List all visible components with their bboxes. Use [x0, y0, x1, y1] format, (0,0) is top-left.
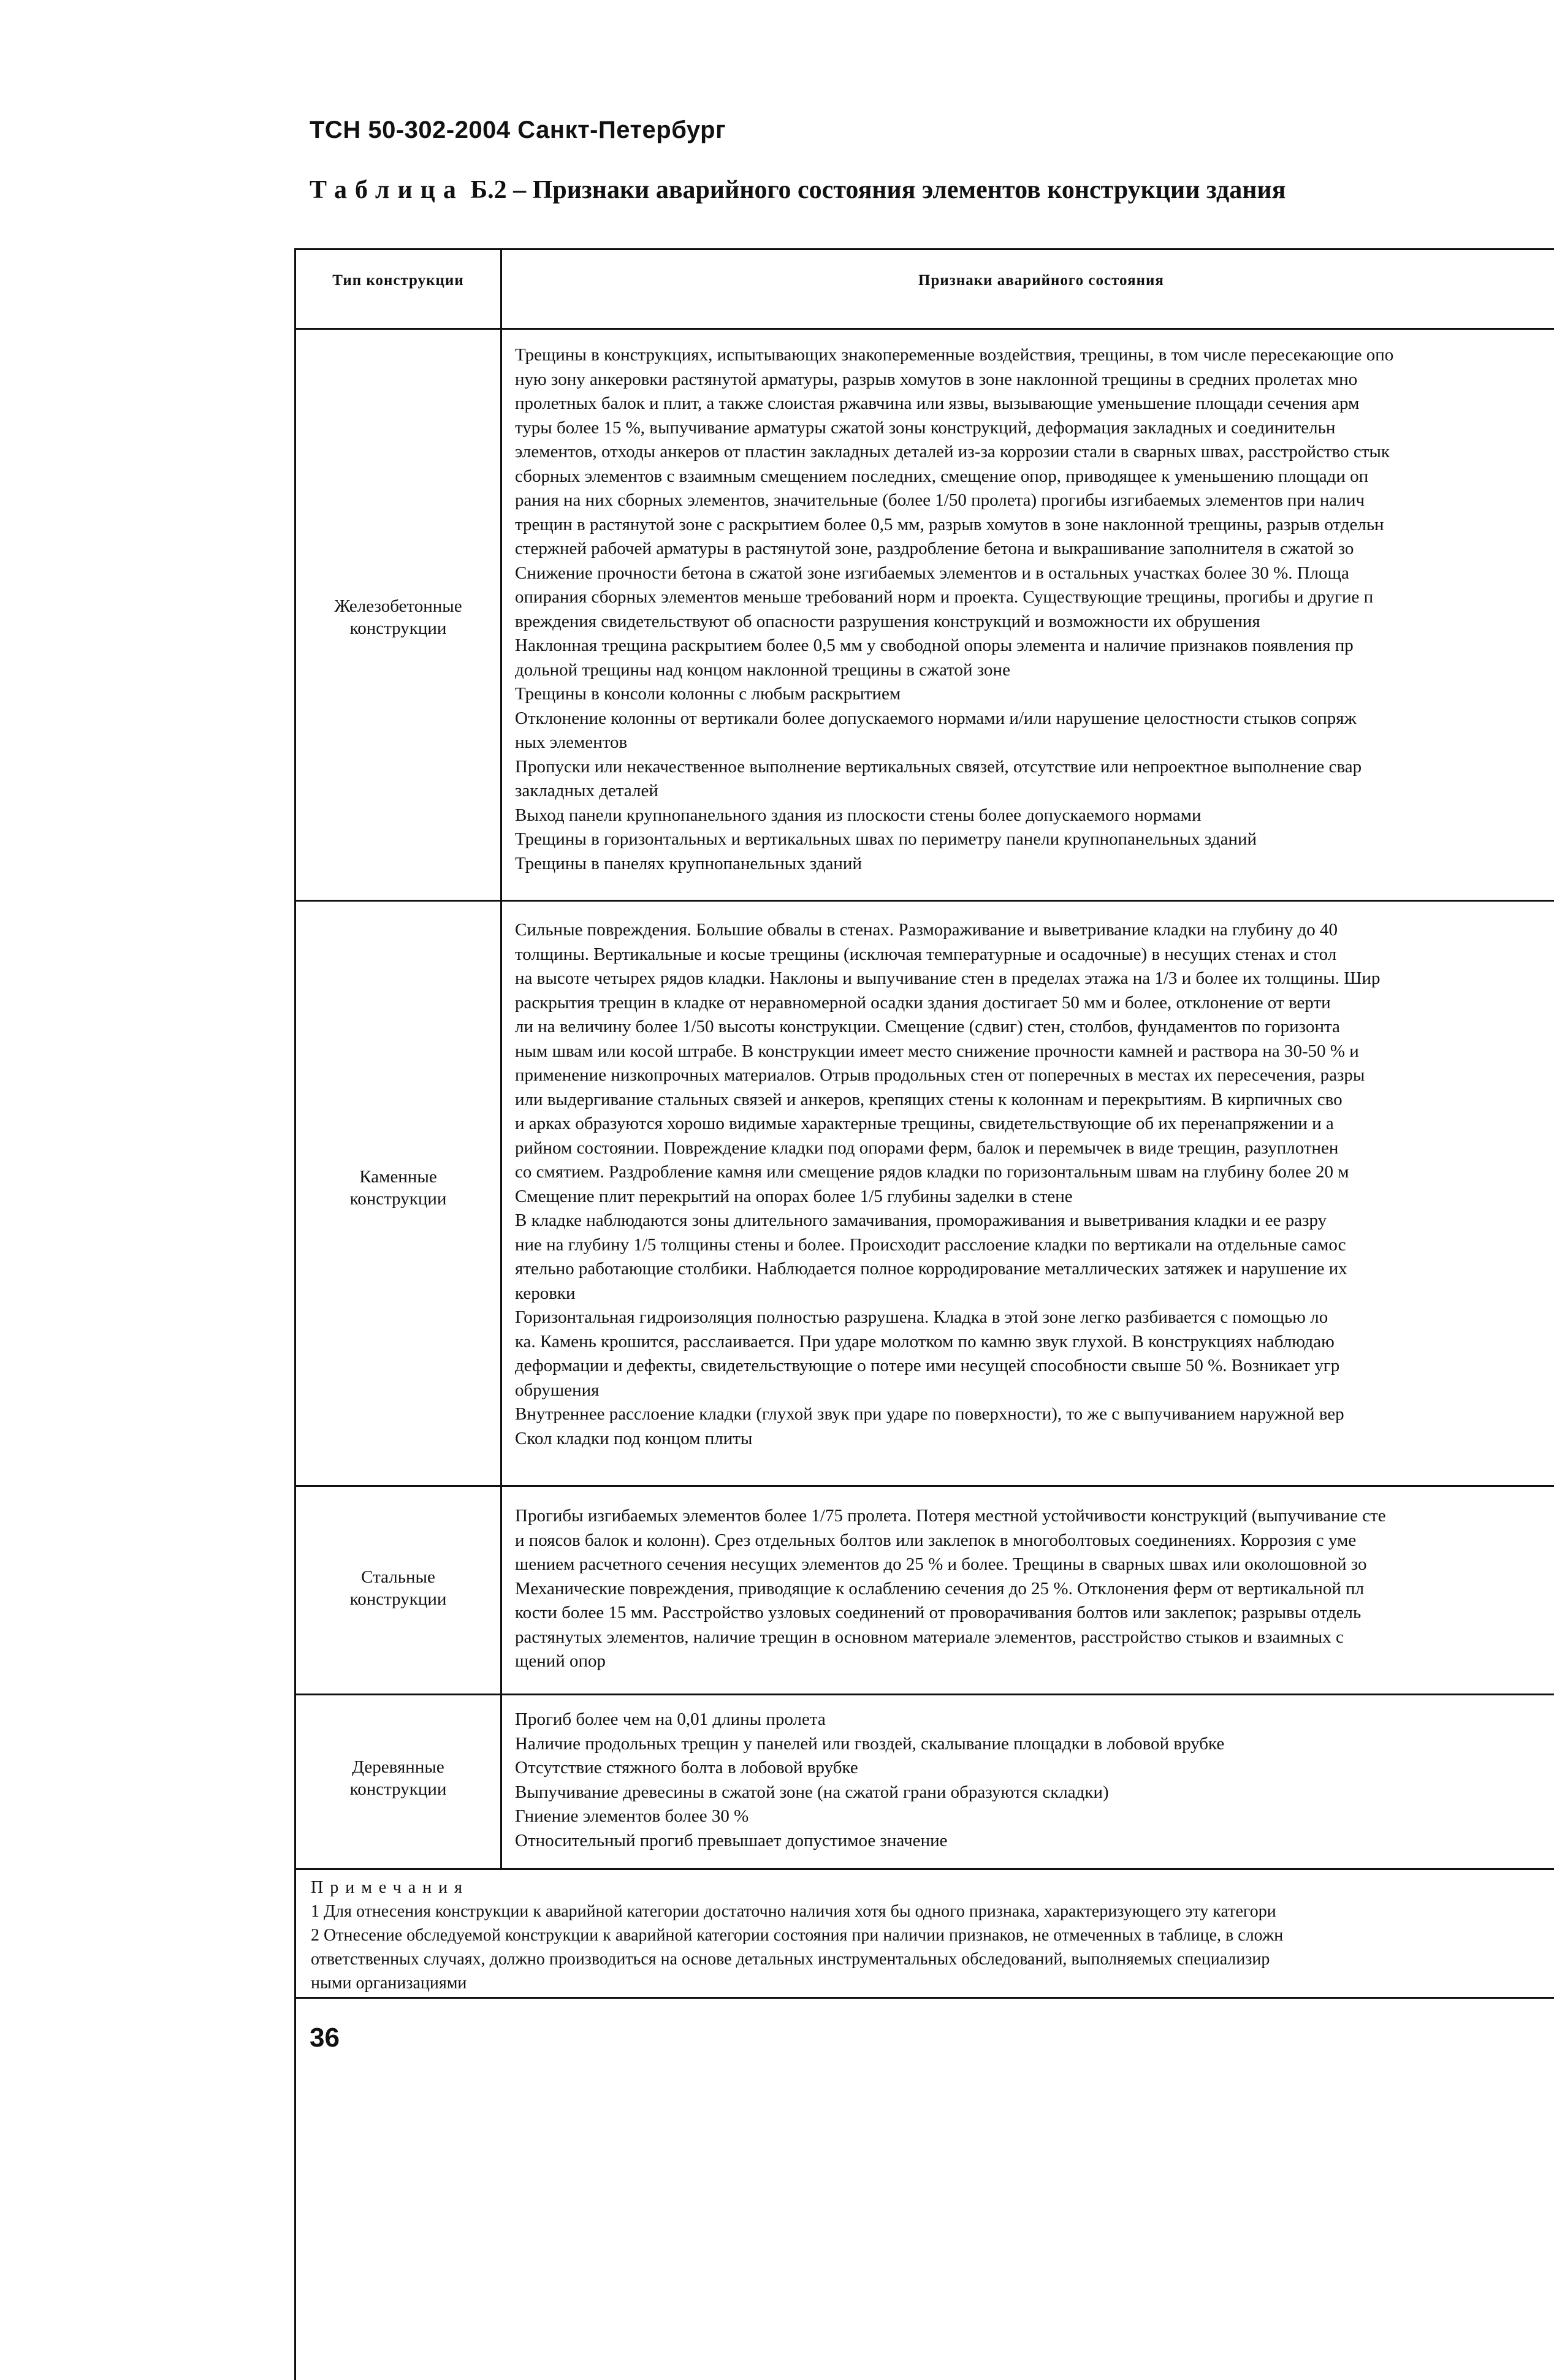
table-title-number: Б.2: [470, 176, 507, 204]
sign-line: Трещины в панелях крупнопанельных зданий: [515, 853, 862, 873]
sign-line: сборных элементов с взаимным смещением последних, смещение опор, приводящее к уменьшению площади оп: [515, 466, 1369, 486]
row-type-steel: Стальные конструкции: [349, 1567, 447, 1609]
sign-line: ную зону анкеровки растянутой арматуры, разрыв хомутов в зоне наклонной трещины в средних пролетах мно: [515, 369, 1358, 389]
sign-line: Снижение прочности бетона в сжатой зоне изгибаемых элементов и в остальных участках более 30 %. Площа: [515, 563, 1349, 583]
sign-line: вреждения свидетельствуют об опасности разрушения конструкций и возможности их обрушения: [515, 611, 1260, 631]
table-bottom-border: [296, 1997, 1554, 1999]
sign-line: и арках образуются хорошо видимые характерные трещины, свидетельствующие об их перенапряжении и а: [515, 1114, 1334, 1133]
sign-line: пролетных балок и плит, а также слоистая ржавчина или язвы, вызывающие уменьшение площади сечения арм: [515, 393, 1360, 413]
sign-line: толщины. Вертикальные и косые трещины (исключая температурные и осадочные) в несущих стенах и стол: [515, 944, 1337, 964]
notes-title: Примечания: [311, 1878, 470, 1897]
sign-line: Относительный прогиб превышает допустимое значение: [515, 1830, 948, 1850]
sign-line: элементов, отходы анкеров от пластин закладных деталей из-за коррозии стали в сварных швах, расстройство стык: [515, 442, 1390, 462]
sign-line: Наклонная трещина раскрытием более 0,5 мм у свободной опоры элемента и наличие признаков появления пр: [515, 636, 1354, 655]
sign-line: Внутреннее расслоение кладки (глухой звук при ударе по поверхности), то же с выпучиванием наружной вер: [515, 1404, 1344, 1424]
sign-line: Гниение элементов более 30 %: [515, 1806, 749, 1826]
sign-line: деформации и дефекты, свидетельствующие о потере ими несущей способности свыше 50 %. Возникает угр: [515, 1356, 1340, 1375]
table-notes: [311, 1876, 1554, 1995]
table-title-prefix: Таблица: [310, 176, 464, 204]
sign-line: туры более 15 %, выпучивание арматуры сжатой зоны конструкций, деформация закладных и соединительн: [515, 417, 1336, 438]
sign-line: дольной трещины над концом наклонной трещины в сжатой зоне: [515, 660, 1010, 680]
emergency-signs-table: [294, 248, 1554, 2380]
sign-line: Наличие продольных трещин у панелей или гвоздей, скалывание площадки в лобовой врубке: [515, 1733, 1225, 1754]
note-line: 2 Отнесение обследуемой конструкции к аварийной категории состояния при наличии признаков, не отмеченных в таблице, в сложн: [311, 1926, 1284, 1945]
sign-line: Трещины в горизонтальных и вертикальных швах по периметру панели крупнопанельных зданий: [515, 829, 1257, 849]
sign-line: и поясов балок и колонн). Срез отдельных болтов или заклепок в многоболтовых соединениях. Коррозия с уме: [515, 1530, 1357, 1550]
note-line: 1 Для отнесения конструкции к аварийной категории достаточно наличия хотя бы одного признака, характеризующего эту категори: [311, 1902, 1276, 1921]
sign-line: растянутых элементов, наличие трещин в основном материале элементов, расстройство стыков и взаимных с: [515, 1627, 1344, 1647]
sign-line: Смещение плит перекрытий на опорах более 1/5 глубины заделки в стене: [515, 1186, 1073, 1206]
sign-line: Горизонтальная гидроизоляция полностью разрушена. Кладка в этой зоне легко разбивается с помощью ло: [515, 1307, 1328, 1327]
sign-line: ли на величину более 1/50 высоты конструкции. Смещение (сдвиг) стен, столбов, фундаментов по горизонта: [515, 1017, 1340, 1036]
sign-line: Отсутствие стяжного болта в лобовой врубке: [515, 1758, 858, 1777]
column-header-signs: Признаки аварийного состояния: [918, 272, 1164, 289]
sign-line: обрушения: [515, 1380, 600, 1400]
sign-line: Прогиб более чем на 0,01 длины пролета: [515, 1709, 826, 1729]
sign-line: рийном состоянии. Повреждение кладки под опорами ферм, балок и перемычек в виде трещин, разуплотнен: [515, 1138, 1339, 1158]
column-divider: [500, 250, 502, 1870]
sign-line: В кладке наблюдаются зоны длительного замачивания, промораживания и выветривания кладки и ее разру: [515, 1211, 1327, 1230]
sign-line: щений опор: [515, 1651, 606, 1671]
header-divider: [296, 328, 1554, 330]
row-divider: [296, 900, 1554, 902]
sign-line: Выход панели крупнопанельного здания из плоскости стены более допускаемого нормами: [515, 805, 1202, 825]
sign-line: стержней рабочей арматуры в растянутой зоне, раздробление бетона и выкрашивание заполнителя в сжатой зо: [515, 539, 1354, 558]
sign-line: Пропуски или некачественное выполнение вертикальных связей, отсутствие или непроектное выполнение свар: [515, 756, 1362, 777]
sign-line: закладных деталей: [515, 781, 658, 800]
sign-line: ние на глубину 1/5 толщины стены и более. Происходит расслоение кладки по вертикали на отдельные самос: [515, 1234, 1346, 1255]
sign-line: Отклонение колонны от вертикали более допускаемого нормами и/или нарушение целостности стыков сопряж: [515, 708, 1357, 728]
row-divider: [296, 1868, 1554, 1870]
row-type-reinforced-concrete: Железобетонные конструкции: [334, 596, 462, 638]
sign-line: Сильные повреждения. Большие обвалы в стенах. Размораживание и выветривание кладки на глубину до 40: [515, 920, 1338, 940]
sign-line: Трещины в конструкциях, испытывающих знакопеременные воздействия, трещины, в том числе пересекающие опо: [515, 345, 1394, 365]
table-title: [310, 175, 1285, 205]
row-type-wood: Деревянные конструкции: [349, 1757, 447, 1799]
row-divider: [296, 1694, 1554, 1695]
column-header-type: Тип конструкции: [332, 272, 464, 289]
sign-line: Трещины в консоли колонны с любым раскрытием: [515, 684, 901, 704]
row-signs-reinforced-concrete: [515, 343, 1554, 876]
sign-line: Прогибы изгибаемых элементов более 1/75 пролета. Потеря местной устойчивости конструкций (выпучивание сте: [515, 1506, 1386, 1526]
sign-line: керовки: [515, 1283, 576, 1303]
note-line: ными организациями: [311, 1974, 467, 1993]
document-code-header: ТСН 50-302-2004 Санкт-Петербург: [310, 116, 726, 143]
sign-line: раскрытия трещин в кладке от неравномерной осадки здания достигает 50 мм и более, отклонение от верти: [515, 992, 1331, 1013]
sign-line: рания на них сборных элементов, значительные (более 1/50 пролета) прогибы изгибаемых элементов при налич: [515, 490, 1365, 510]
sign-line: Скол кладки под концом плиты: [515, 1428, 753, 1448]
sign-line: Выпучивание древесины в сжатой зоне (на сжатой грани образуются складки): [515, 1782, 1109, 1802]
sign-line: ка. Камень крошится, расслаивается. При ударе молотком по камню звук глухой. В конструкциях наблюдаю: [515, 1331, 1335, 1352]
sign-line: или выдергивание стальных связей и анкеров, крепящих стены к колоннам и перекрытиям. В кирпичных сво: [515, 1089, 1343, 1109]
sign-line: ным швам или косой штрабе. В конструкции имеет место снижение прочности камней и раствора на 30-50 % и: [515, 1041, 1359, 1061]
sign-line: трещин в растянутой зоне с раскрытием более 0,5 мм, разрыв хомутов в зоне наклонной трещины, разрыв отдельн: [515, 514, 1384, 534]
sign-line: ных элементов: [515, 732, 628, 752]
sign-line: со смятием. Раздробление камня или смещение рядов кладки по горизонтальным швам на глубину более 20 м: [515, 1162, 1349, 1182]
row-signs-steel: [515, 1504, 1554, 1674]
note-line: ответственных случаях, должно производиться на основе детальных инструментальных обследований, выполняемых специализир: [311, 1950, 1270, 1969]
row-signs-masonry: [515, 918, 1554, 1451]
sign-line: шением расчетного сечения несущих элементов до 25 % и более. Трещины в сварных швах или околошовной зо: [515, 1554, 1367, 1574]
sign-line: применение низкопрочных материалов. Отрыв продольных стен от поперечных в местах их пересечения, разры: [515, 1065, 1365, 1085]
page-number: 36: [310, 2023, 340, 2053]
sign-line: опирания сборных элементов меньше требований норм и проекта. Существующие трещины, прогибы и другие п: [515, 587, 1374, 607]
table-title-dash: –: [513, 176, 527, 204]
sign-line: на высоте четырех рядов кладки. Наклоны и выпучивание стен в пределах этажа на 1/3 и более их толщины. Шир: [515, 968, 1381, 988]
sign-line: ятельно работающие столбики. Наблюдается полное корродирование металлических затяжек и нарушение их: [515, 1259, 1347, 1279]
sign-line: Механические повреждения, приводящие к ослаблению сечения до 25 %. Отклонения ферм от вертикальной пл: [515, 1578, 1365, 1599]
sign-line: кости более 15 мм. Расстройство узловых соединений от проворачивания болтов или заклепок; разрывы отдель: [515, 1603, 1362, 1622]
table-title-text: Признаки аварийного состояния элементов конструкции здания: [532, 176, 1286, 204]
row-type-masonry: Каменные конструкции: [349, 1167, 447, 1209]
row-divider: [296, 1485, 1554, 1487]
row-signs-wood: [515, 1708, 1554, 1853]
